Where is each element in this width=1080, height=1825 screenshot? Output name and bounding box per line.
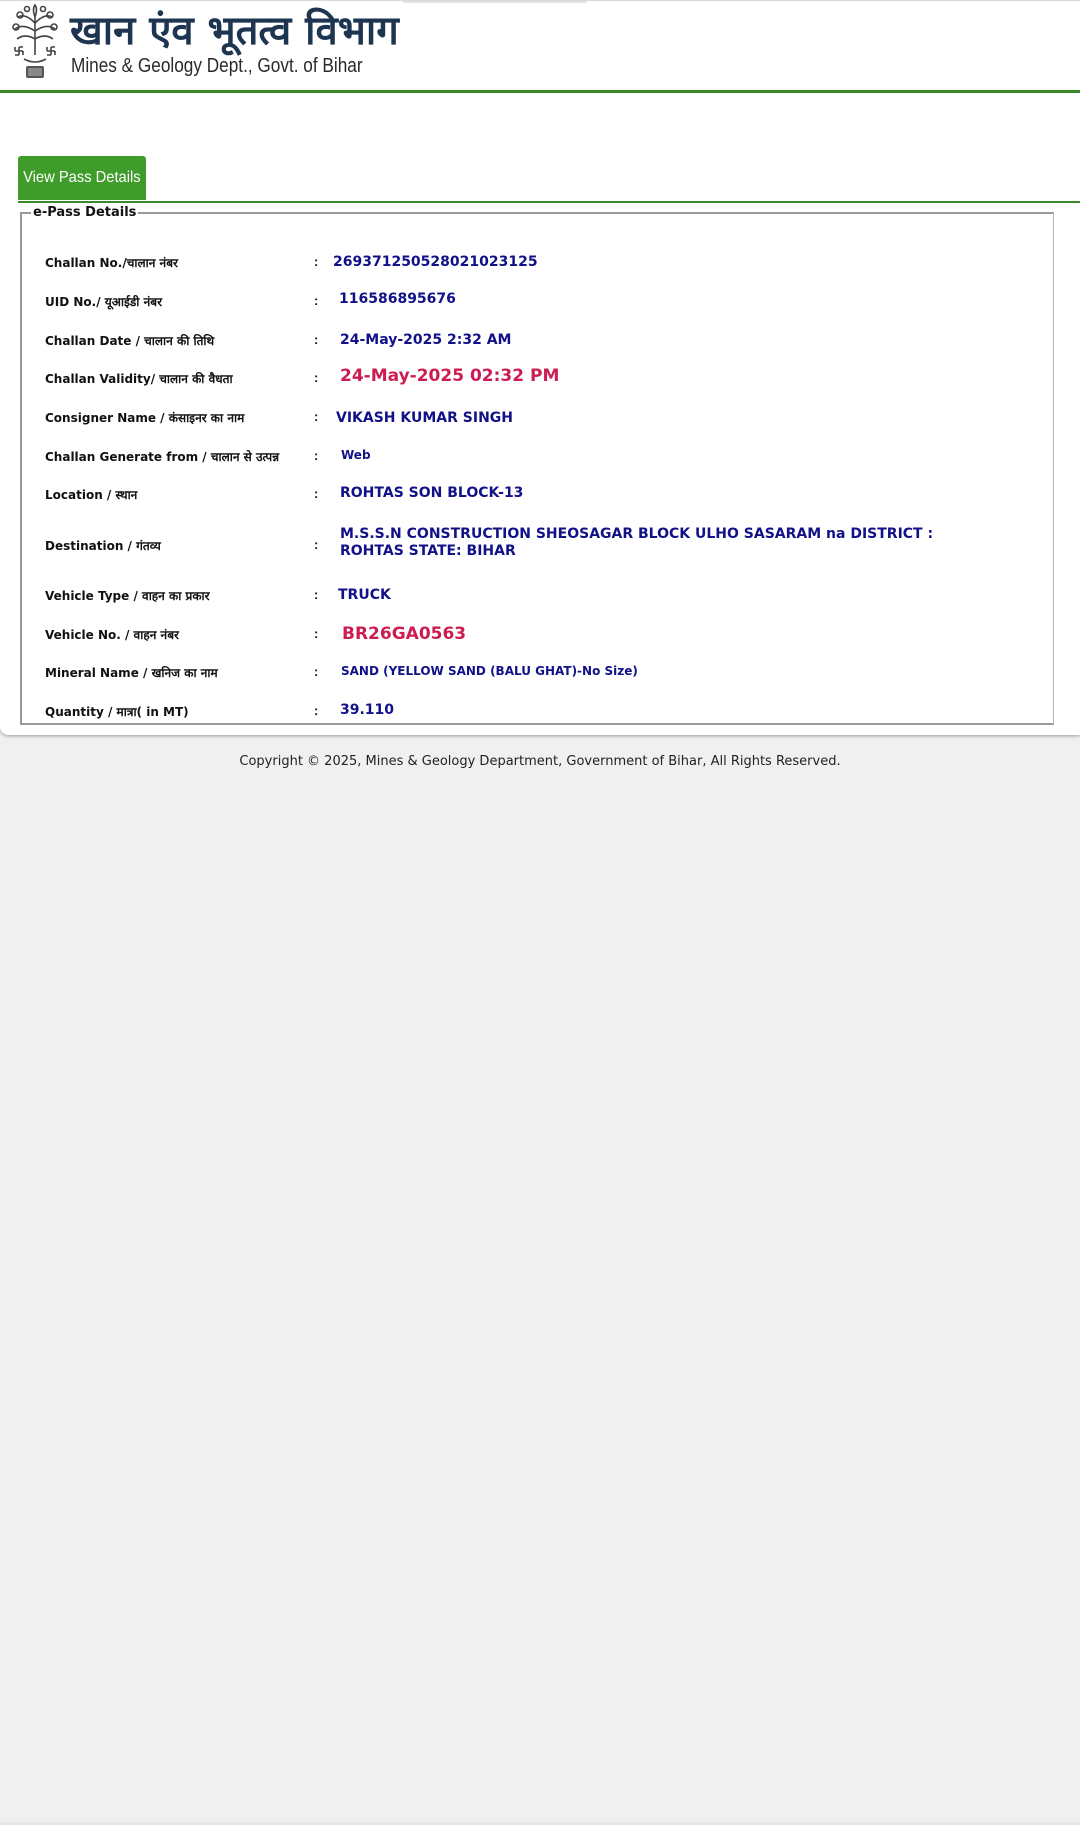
separator: : bbox=[314, 293, 319, 308]
header-divider bbox=[0, 90, 1080, 93]
separator: : bbox=[314, 664, 319, 679]
separator: : bbox=[314, 626, 319, 641]
epass-legend: e-Pass Details bbox=[33, 205, 137, 220]
separator: : bbox=[314, 486, 319, 501]
detail-value: 24-May-2025 2:32 AM bbox=[340, 332, 512, 348]
detail-value: M.S.S.N CONSTRUCTION SHEOSAGAR BLOCK ULHO SASARAM na DISTRICT : ROHTAS STATE: BIHAR bbox=[340, 526, 934, 559]
detail-label: Location / स्थान bbox=[45, 488, 138, 502]
separator: : bbox=[314, 703, 319, 718]
copyright-footer: Copyright © 2025, Mines & Geology Department, Government of Bihar, All Rights Reserved. bbox=[239, 754, 841, 769]
separator: : bbox=[314, 370, 319, 385]
separator: : bbox=[314, 332, 319, 347]
detail-value: TRUCK bbox=[338, 587, 391, 603]
separator: : bbox=[314, 409, 319, 424]
detail-label: Challan Generate from / चालान से उत्पन्न bbox=[45, 450, 280, 464]
detail-label: Mineral Name / खनिज का नाम bbox=[45, 666, 218, 680]
detail-label: Vehicle No. / वाहन नंबर bbox=[45, 628, 179, 642]
detail-label: UID No./ यूआईडी नंबर bbox=[45, 295, 162, 309]
separator: : bbox=[314, 254, 319, 269]
separator: : bbox=[314, 448, 319, 463]
header-title-english: Mines & Geology Dept., Govt. of Bihar bbox=[71, 55, 363, 77]
tab-view-pass-details[interactable] bbox=[18, 156, 146, 200]
detail-value: 39.110 bbox=[340, 702, 395, 718]
bihar-emblem-icon bbox=[10, 3, 60, 83]
separator: : bbox=[314, 537, 319, 552]
detail-value: BR26GA0563 bbox=[342, 624, 467, 644]
separator: : bbox=[314, 587, 319, 602]
detail-value: 24-May-2025 02:32 PM bbox=[340, 366, 560, 386]
main-card bbox=[0, 0, 1080, 735]
detail-value: ROHTAS SON BLOCK-13 bbox=[340, 485, 524, 501]
detail-label: Quantity / मात्रा( in MT) bbox=[45, 705, 189, 719]
tab-label: View Pass Details bbox=[23, 169, 141, 186]
detail-value: Web bbox=[341, 448, 371, 462]
detail-value: 269371250528021023125 bbox=[333, 254, 538, 270]
detail-value: VIKASH KUMAR SINGH bbox=[336, 410, 514, 426]
header-title-hindi: खान एंव भूतत्व विभाग bbox=[70, 8, 399, 54]
detail-label: Vehicle Type / वाहन का प्रकार bbox=[45, 589, 210, 603]
epass-details-fieldset bbox=[20, 205, 1054, 725]
detail-value: SAND (YELLOW SAND (BALU GHAT)-No Size) bbox=[341, 664, 638, 678]
detail-label: Destination / गंतव्य bbox=[45, 539, 161, 553]
detail-label: Challan Validity/ चालान की वैधता bbox=[45, 372, 233, 386]
detail-label: Challan No./चालान नंबर bbox=[45, 256, 178, 270]
tab-divider bbox=[18, 201, 1080, 203]
detail-label: Consigner Name / कंसाइनर का नाम bbox=[45, 411, 245, 425]
detail-label: Challan Date / चालान की तिथि bbox=[45, 334, 215, 348]
detail-value: 116586895676 bbox=[339, 291, 456, 307]
site-header bbox=[0, 1, 1080, 89]
